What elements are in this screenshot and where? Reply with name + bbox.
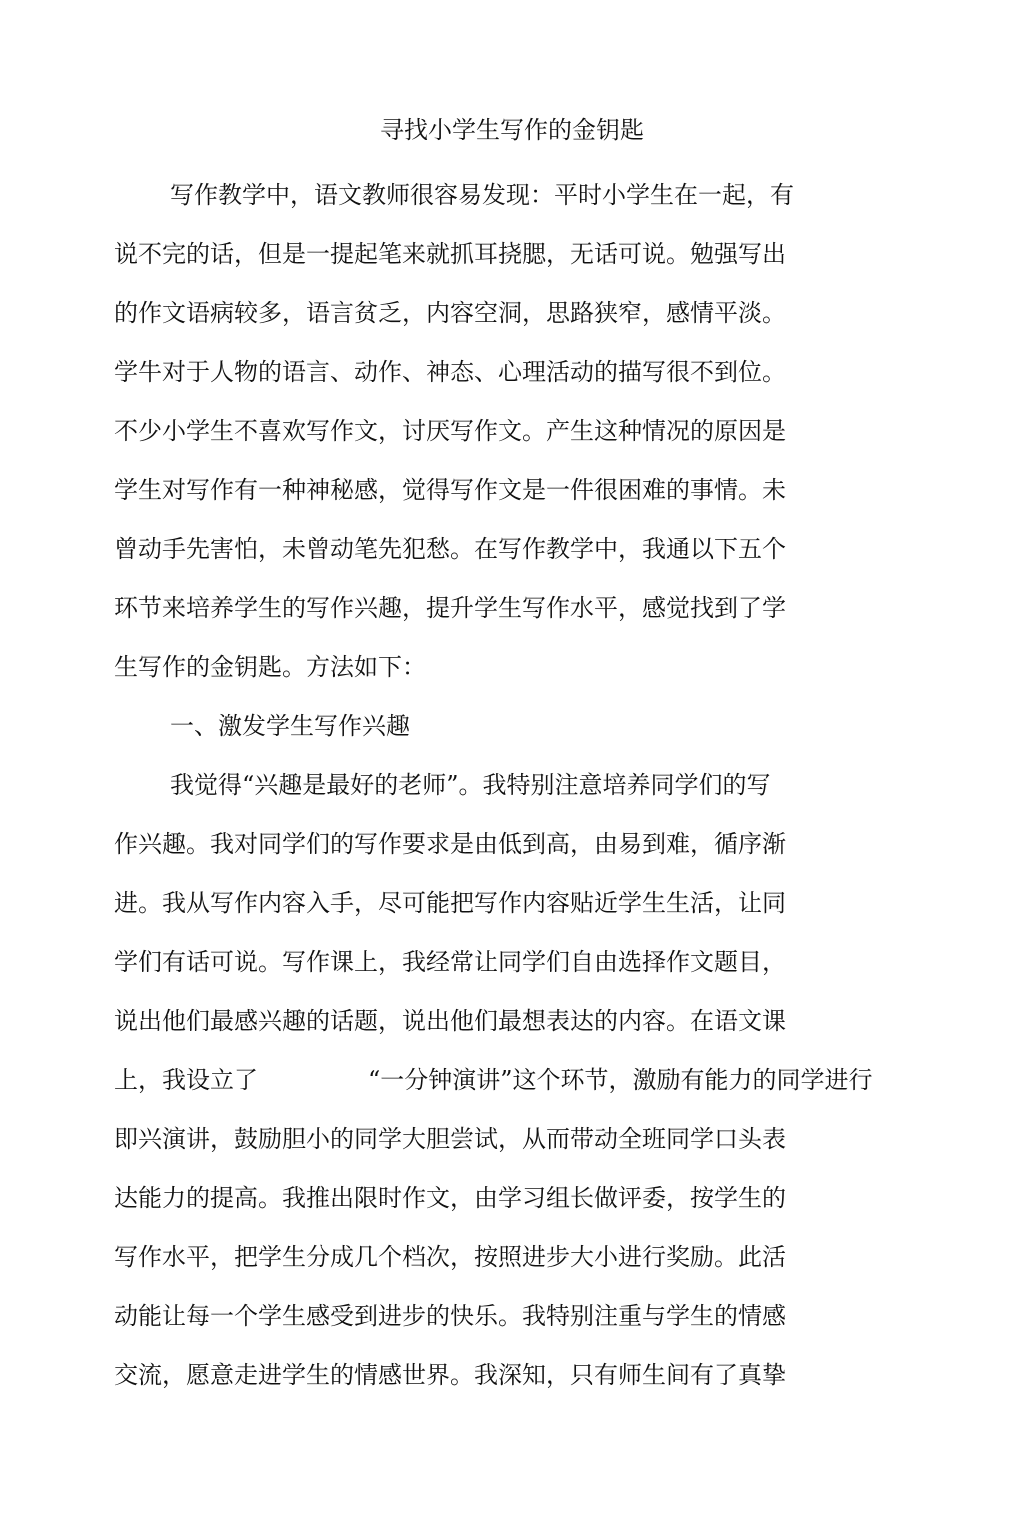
paragraph-line: 交流，愿意走进学生的情感世界。我深知，只有师生间有了真挚 <box>114 1361 786 1389</box>
paragraph-line: 学牛对于人物的语言、动作、神态、心理活动的描写很不到位。 <box>114 358 786 386</box>
paragraph-line: 不少小学生不喜欢写作文，讨厌写作文。产生这种情况的原因是 <box>114 417 786 445</box>
document-title: 寻找小学生写作的金钥匙 <box>380 116 644 144</box>
paragraph-line: 环节来培养学生的写作兴趣，提升学生写作水平，感觉找到了学 <box>114 594 786 622</box>
paragraph-line: 学们有话可说。写作课上，我经常让同学们自由选择作文题目， <box>114 948 786 976</box>
paragraph-line: 达能力的提高。我推出限时作文，由学习组长做评委，按学生的 <box>114 1184 786 1212</box>
paragraph-line: 说出他们最感兴趣的话题，说出他们最想表达的内容。在语文课 <box>114 1007 786 1035</box>
paragraph-line: 写作教学中，语文教师很容易发现：平时小学生在一起，有 <box>170 181 794 209</box>
paragraph-line: 进。我从写作内容入手，尽可能把写作内容贴近学生生活，让同 <box>114 889 786 917</box>
section-heading: 一、激发学生写作兴趣 <box>170 712 410 740</box>
paragraph-line <box>114 1062 873 1098</box>
paragraph-line: 说不完的话，但是一提起笔来就抓耳挠腮，无话可说。勉强写出 <box>114 240 786 268</box>
line-segment: 上，我设立了 <box>114 1066 258 1094</box>
paragraph-line: 作兴趣。我对同学们的写作要求是由低到高，由易到难，循序渐 <box>114 830 786 858</box>
paragraph-line: 的作文语病较多，语言贫乏，内容空洞，思路狭窄，感情平淡。 <box>114 299 786 327</box>
paragraph-line: 写作水平，把学生分成几个档次，按照进步大小进行奖励。此活 <box>114 1243 786 1271</box>
paragraph-line: 学生对写作有一种神秘感，觉得写作文是一件很困难的事情。未 <box>114 476 786 504</box>
paragraph-line: 即兴演讲，鼓励胆小的同学大胆尝试，从而带动全班同学口头表 <box>114 1125 786 1153</box>
paragraph-line: 生写作的金钥匙。方法如下： <box>114 653 426 681</box>
paragraph-line: 我觉得“兴趣是最好的老师”。我特别注意培养同学们的写 <box>170 771 771 799</box>
paragraph-line: 曾动手先害怕，未曾动笔先犯愁。在写作教学中，我通以下五个 <box>114 535 786 563</box>
paragraph-line: 动能让每一个学生感受到进步的快乐。我特别注重与学生的情感 <box>114 1302 786 1330</box>
line-segment: “一分钟演讲”这个环节，激励有能力的同学进行 <box>368 1066 873 1094</box>
